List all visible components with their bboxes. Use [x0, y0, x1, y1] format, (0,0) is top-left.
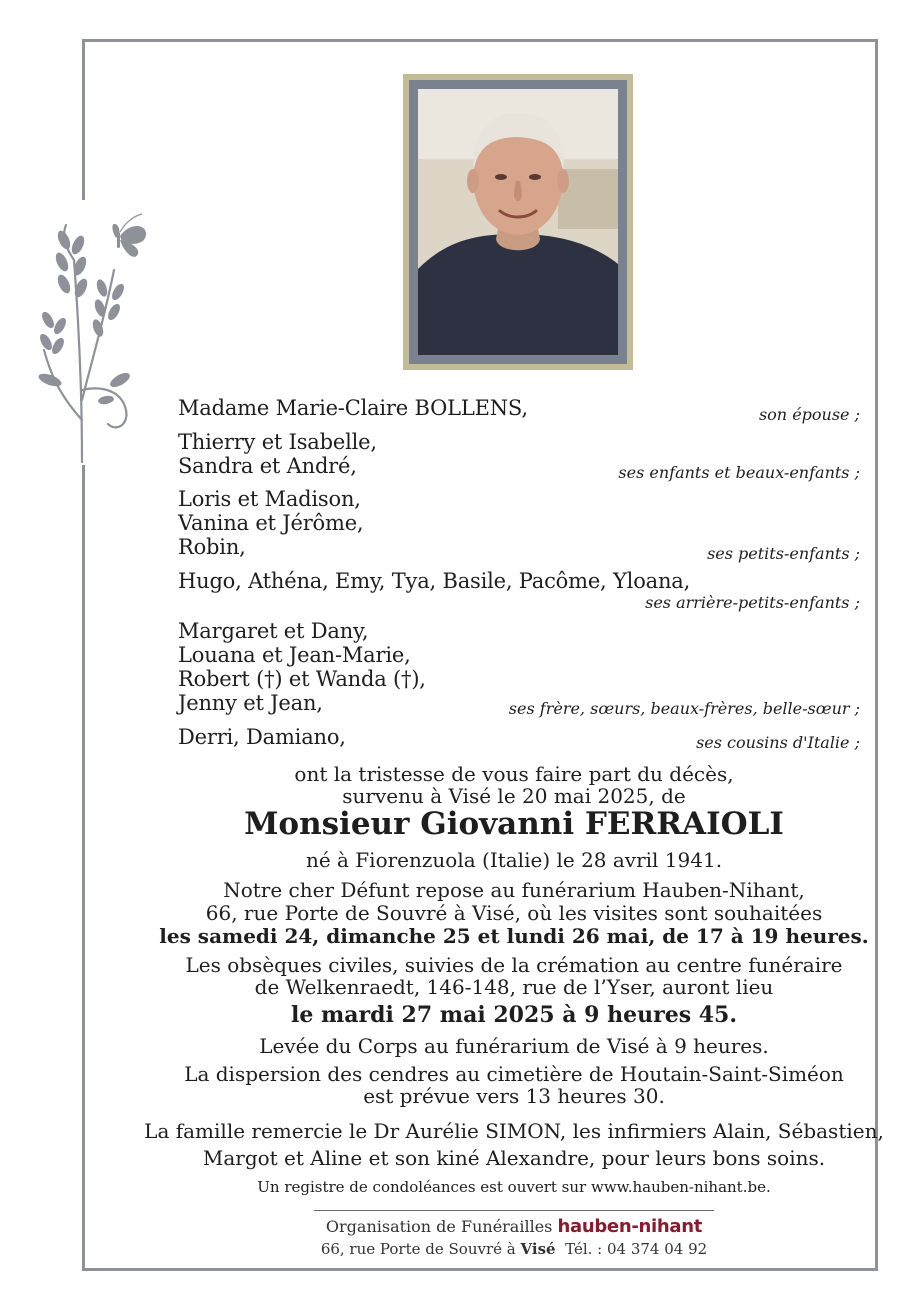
ornament-svg [34, 200, 154, 465]
footer-address [55, 1240, 918, 1258]
levee-info: Levée du Corps au funérarium de Visé à 9 heures. [259, 1034, 769, 1058]
footer-organisation [55, 1216, 918, 1237]
rest-line-1: Notre cher Défunt repose au funérarium Hauben-Nihant, [223, 878, 805, 902]
thanks-line-2: Margot et Aline et son kiné Alexandre, pour leurs bons soins. [202, 1146, 826, 1170]
family-name-line: Margaret et Dany, [178, 619, 369, 643]
funeral-date: le mardi 27 mai 2025 à 9 heures 45. [290, 1002, 738, 1028]
deceased-name: Monsieur Giovanni FERRAIOLI [244, 806, 784, 842]
family-name-line: Sandra et André, [178, 454, 357, 478]
family-block-cousins [178, 725, 860, 752]
family-name-line: Vanina et Jérôme, [178, 511, 364, 535]
announcement-line-2: survenu à Visé le 20 mai 2025, de [342, 784, 686, 808]
footer-phone: Tél. : 04 374 04 92 [565, 1240, 708, 1258]
family-name-line: Thierry et Isabelle, [178, 430, 377, 454]
family-block-spouse [178, 396, 860, 424]
dispersion-line-2: est prévue vers 13 heures 30. [363, 1084, 665, 1108]
family-names [178, 569, 860, 593]
wheat-butterfly-ornament-icon [34, 200, 154, 465]
footer-address-street: 66, rue Porte de Souvré à [320, 1240, 516, 1258]
relation-label: ses enfants et beaux-enfants ; [618, 463, 860, 482]
portrait-photo [418, 89, 618, 355]
relation-label: ses petits-enfants ; [707, 544, 860, 563]
footer-address-city: Visé [520, 1240, 556, 1258]
footer-divider [314, 1210, 714, 1211]
funeral-line-2: de Welkenraedt, 146-148, rue de l’Yser, auront lieu [254, 975, 774, 999]
birth-info: né à Fiorenzuola (Italie) le 28 avril 1941. [305, 848, 723, 872]
family-names [178, 396, 860, 420]
family-block-great-grandchildren [178, 569, 860, 612]
family-name-line: Robert (†) et Wanda (†), [178, 667, 426, 691]
brand-logo: hauben-nihant [557, 1216, 703, 1237]
relation-label: ses frère, sœurs, beaux-frères, belle-sœur ; [508, 699, 860, 718]
family-name-line: Robin, [178, 535, 246, 559]
visiting-hours: les samedi 24, dimanche 25 et lundi 26 mai, de 17 à 19 heures. [159, 924, 869, 948]
family-name-line: Louana et Jean-Marie, [178, 643, 411, 667]
thanks-line-1: La famille remercie le Dr Aurélie SIMON, les infirmiers Alain, Sébastien, [144, 1119, 884, 1143]
family-name-line: Jenny et Jean, [178, 691, 323, 715]
portrait-illustration [418, 89, 618, 355]
family-block-children [178, 430, 860, 482]
condolence-register: Un registre de condoléances est ouvert sur www.hauben-nihant.be. [257, 1178, 771, 1196]
footer-org-label: Organisation de Funérailles [325, 1217, 553, 1236]
family-name-line: Derri, Damiano, [178, 725, 346, 749]
relation-label: son épouse ; [758, 405, 860, 424]
family-block-grandchildren [178, 487, 860, 563]
dispersion-line-1: La dispersion des cendres au cimetière de Houtain-Saint-Siméon [184, 1062, 844, 1086]
relation-label: ses arrière-petits-enfants ; [645, 593, 860, 612]
family-name-line: Hugo, Athéna, Emy, Tya, Basile, Pacôme, Yloana, [178, 569, 691, 593]
relation-label: ses cousins d'Italie ; [696, 733, 860, 752]
funeral-line-1: Les obsèques civiles, suivies de la crémation au centre funéraire [185, 953, 843, 977]
family-block-siblings [178, 619, 860, 718]
family-name-line: Madame Marie-Claire BOLLENS, [178, 396, 528, 420]
announcement-line-1: ont la tristesse de vous faire part du décès, [294, 762, 734, 786]
rest-line-2: 66, rue Porte de Souvré à Visé, où les visites sont souhaitées [205, 901, 823, 925]
family-name-line: Loris et Madison, [178, 487, 361, 511]
